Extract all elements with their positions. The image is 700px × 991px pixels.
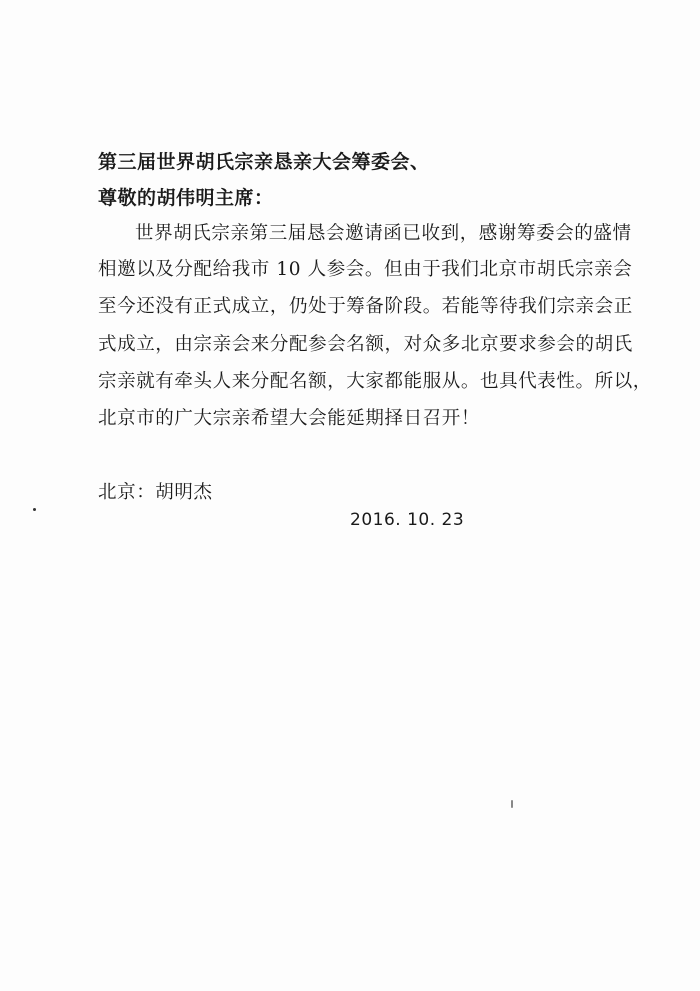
body-line-5: 宗亲就有牵头人来分配名额，大家都能服从。也具代表性。所以， (98, 371, 652, 392)
body-line-3: 至今还没有正式成立，仍处于筹备阶段。若能等待我们宗亲会正 (98, 296, 633, 317)
body-line-6: 北京市的广大宗亲希望大会能延期择日召开！ (98, 408, 481, 429)
scan-speck (511, 800, 513, 808)
body-line-1: 世界胡氏宗亲第三届恳会邀请函已收到，感谢筹委会的盛情 (135, 223, 632, 244)
scan-speck (33, 508, 36, 511)
signature: 北京：胡明杰 (98, 482, 213, 503)
addressee-line-2: 尊敬的胡伟明主席： (98, 187, 274, 209)
body-line-2: 相邀以及分配给我市 10 人参会。但由于我们北京市胡氏宗亲会 (98, 259, 633, 280)
body-line-4: 式成立，由宗亲会来分配参会名额，对众多北京要求参会的胡氏 (98, 334, 633, 355)
addressee-line-1: 第三届世界胡氏宗亲恳亲大会筹委会、 (98, 151, 430, 173)
letter-date: 2016. 10. 23 (350, 510, 465, 530)
